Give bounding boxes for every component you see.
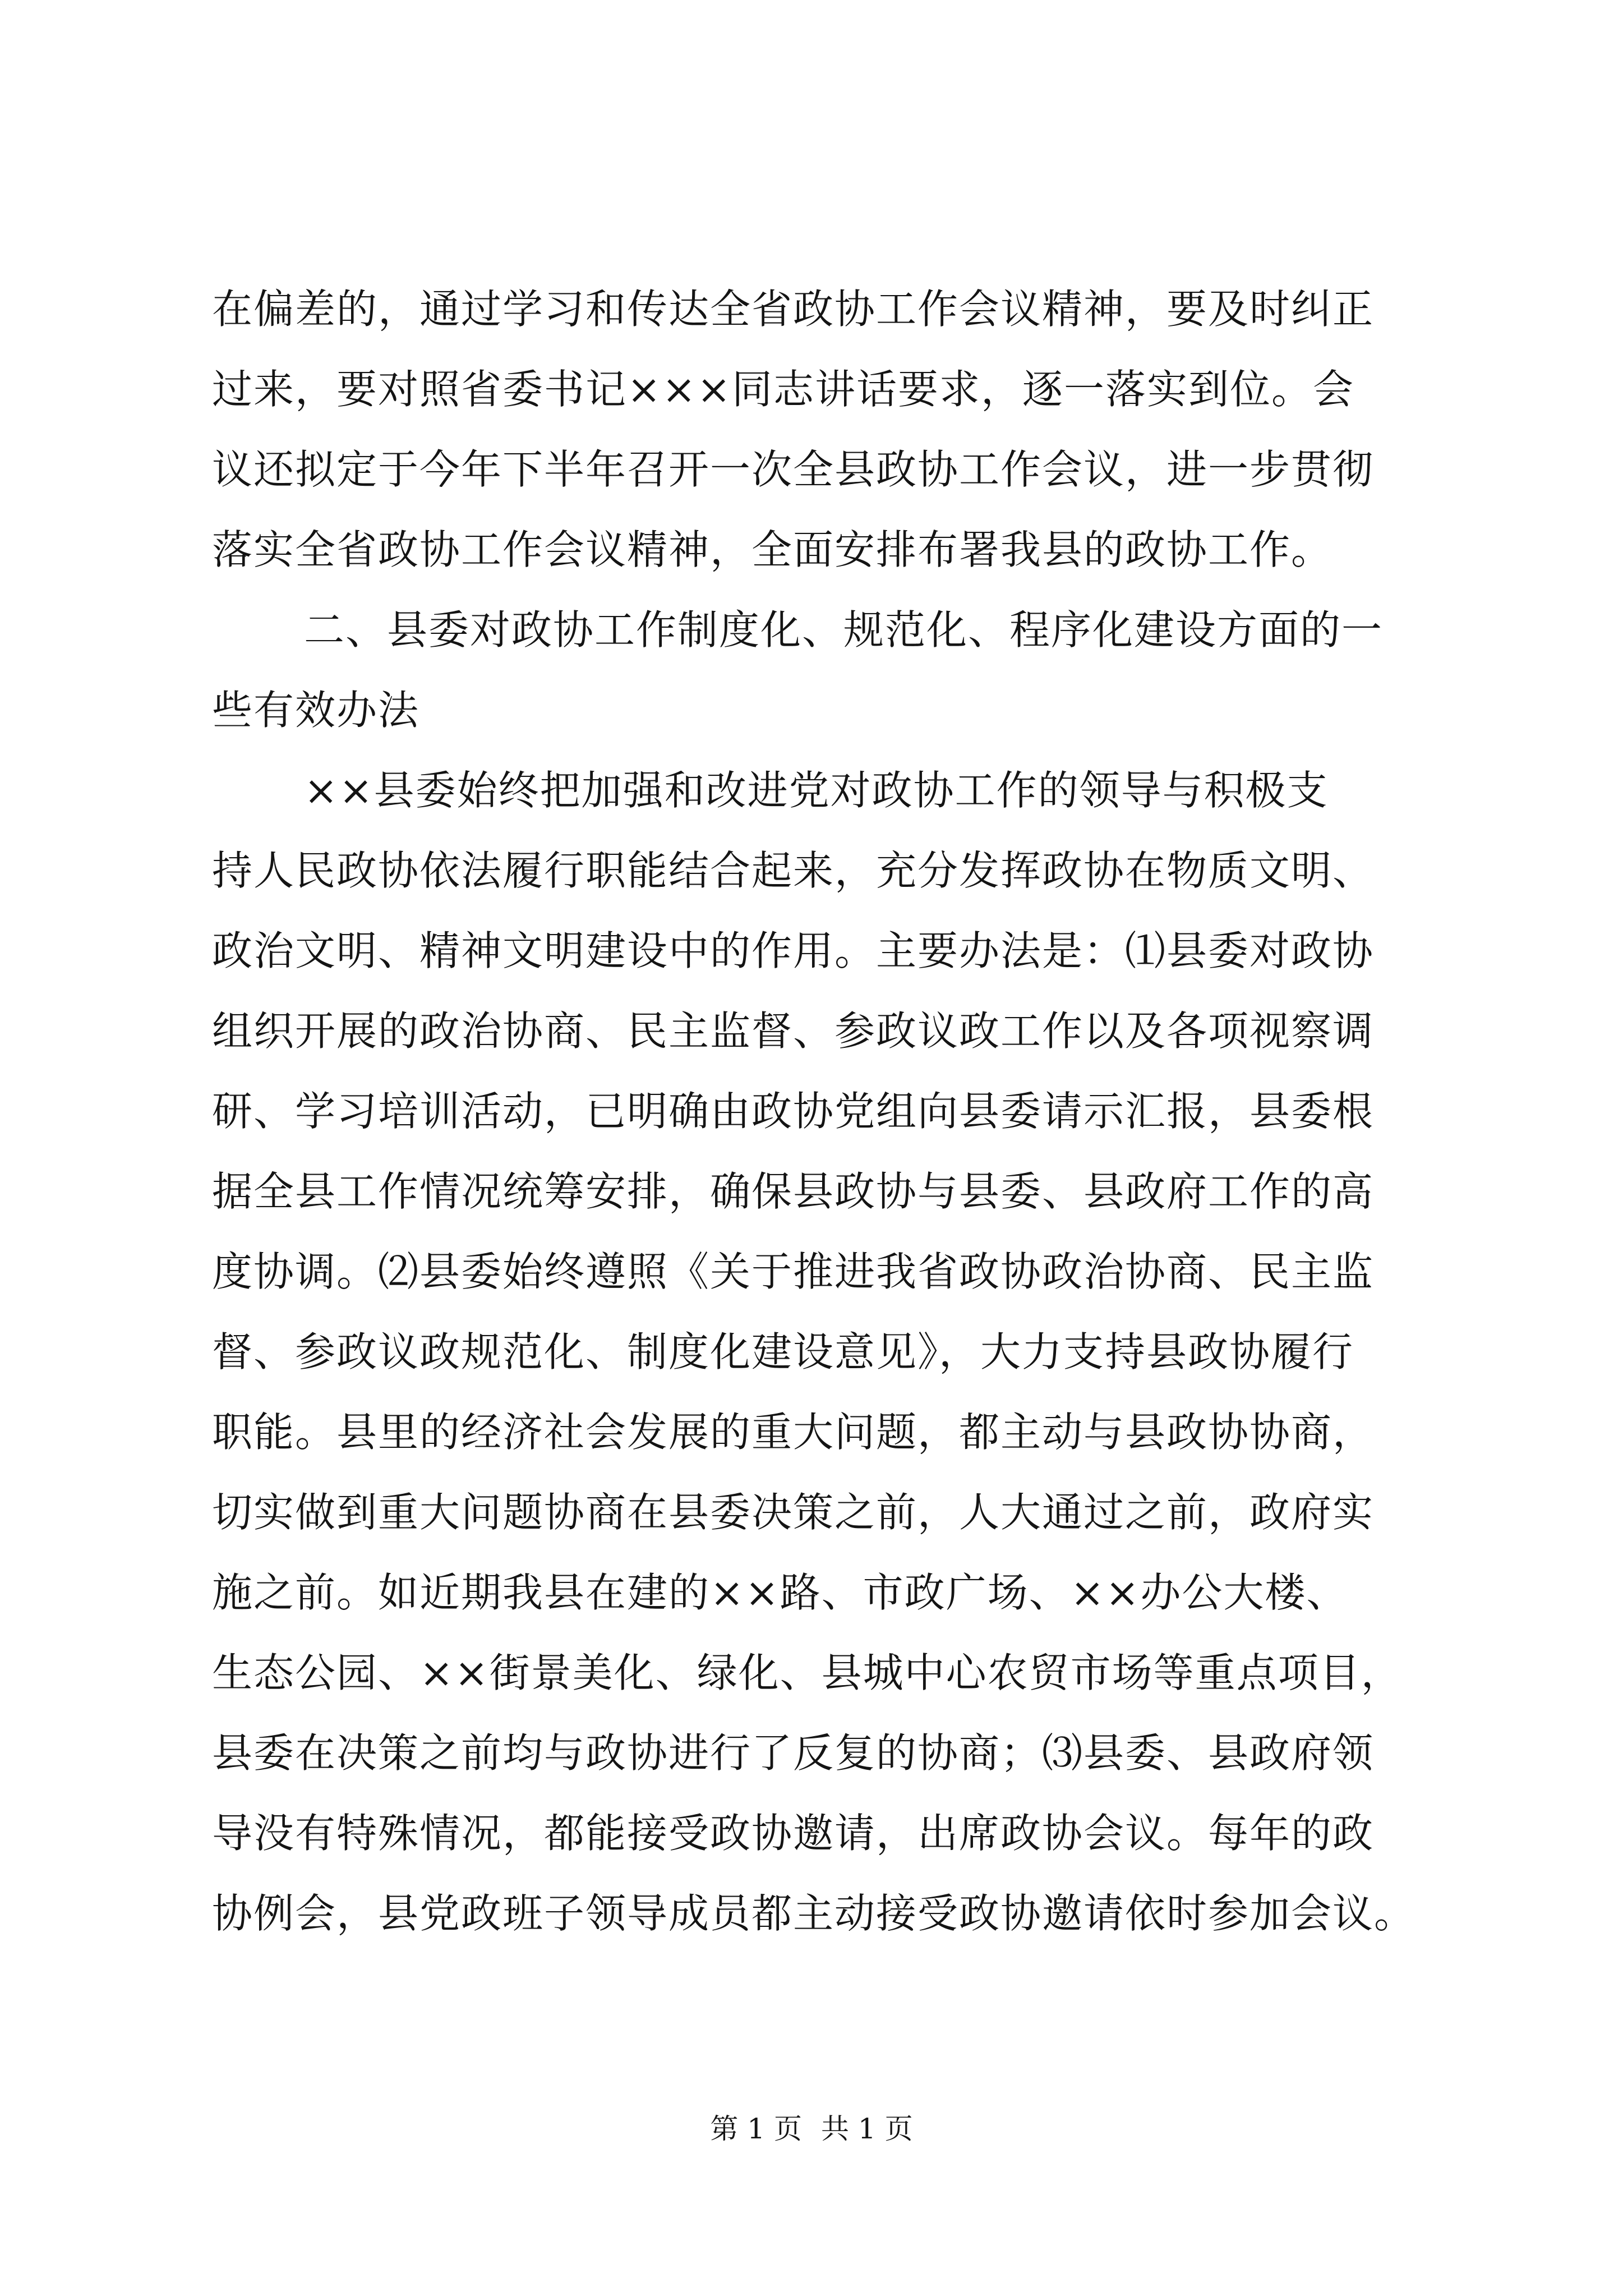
text-line: 度协调。⑵县委始终遵照《关于推进我省政协政治协商、民主监 — [212, 1248, 1375, 1295]
text-line: 持人民政协依法履行职能结合起来，充分发挥政协在物质文明、 — [212, 847, 1375, 894]
text-line: 政治文明、精神文明建设中的作用。主要办法是：⑴县委对政协 — [212, 927, 1375, 974]
text-line: 在偏差的，通过学习和传达全省政协工作会议精神，要及时纠正 — [212, 286, 1375, 333]
text-line: 议还拟定于今年下半年召开一次全县政协工作会议，进一步贯彻 — [212, 446, 1375, 493]
text-line: 过来，要对照省委书记×××同志讲话要求，逐一落实到位。会 — [212, 366, 1354, 413]
text-line: 职能。县里的经济社会发展的重大问题，都主动与县政协协商， — [212, 1409, 1375, 1456]
text-line: 施之前。如近期我县在建的××路、市政广场、××办公大楼、 — [212, 1569, 1348, 1616]
text-line: 组织开展的政治协商、民主监督、参政议政工作以及各项视察调 — [212, 1007, 1375, 1055]
text-line: 协例会，县党政班子领导成员都主动接受政协邀请依时参加会议。 — [212, 1890, 1416, 1937]
text-line: 县委在决策之前均与政协进行了反复的协商；⑶县委、县政府领 — [212, 1729, 1375, 1777]
text-line: 落实全省政协工作会议精神，全面安排布署我县的政协工作。 — [212, 526, 1333, 573]
text-line: 研、学习培训活动，已明确由政协党组向县委请示汇报，县委根 — [212, 1088, 1375, 1135]
text-line: ××县委始终把加强和改进党对政协工作的领导与积极支 — [304, 767, 1329, 814]
text-line: 督、参政议政规范化、制度化建设意见》，大力支持县政协履行 — [212, 1328, 1354, 1375]
text-line: 切实做到重大问题协商在县委决策之前，人大通过之前，政府实 — [212, 1489, 1375, 1536]
page-number: 第 1 页 — [710, 2113, 802, 2145]
section-heading-line: 二、县委对政协工作制度化、规范化、程序化建设方面的一 — [304, 606, 1384, 654]
page-footer — [0, 2109, 1623, 2148]
document-body — [212, 269, 1423, 1954]
section-heading-line: 些有效办法 — [212, 687, 420, 734]
text-line: 据全县工作情况统筹安排，确保县政协与县委、县政府工作的高 — [212, 1168, 1375, 1215]
text-line: 生态公园、××街景美化、绿化、县城中心农贸市场等重点项目， — [212, 1649, 1403, 1696]
page-count: 共 1 页 — [821, 2113, 913, 2145]
text-line: 导没有特殊情况，都能接受政协邀请，出席政协会议。每年的政 — [212, 1810, 1375, 1857]
